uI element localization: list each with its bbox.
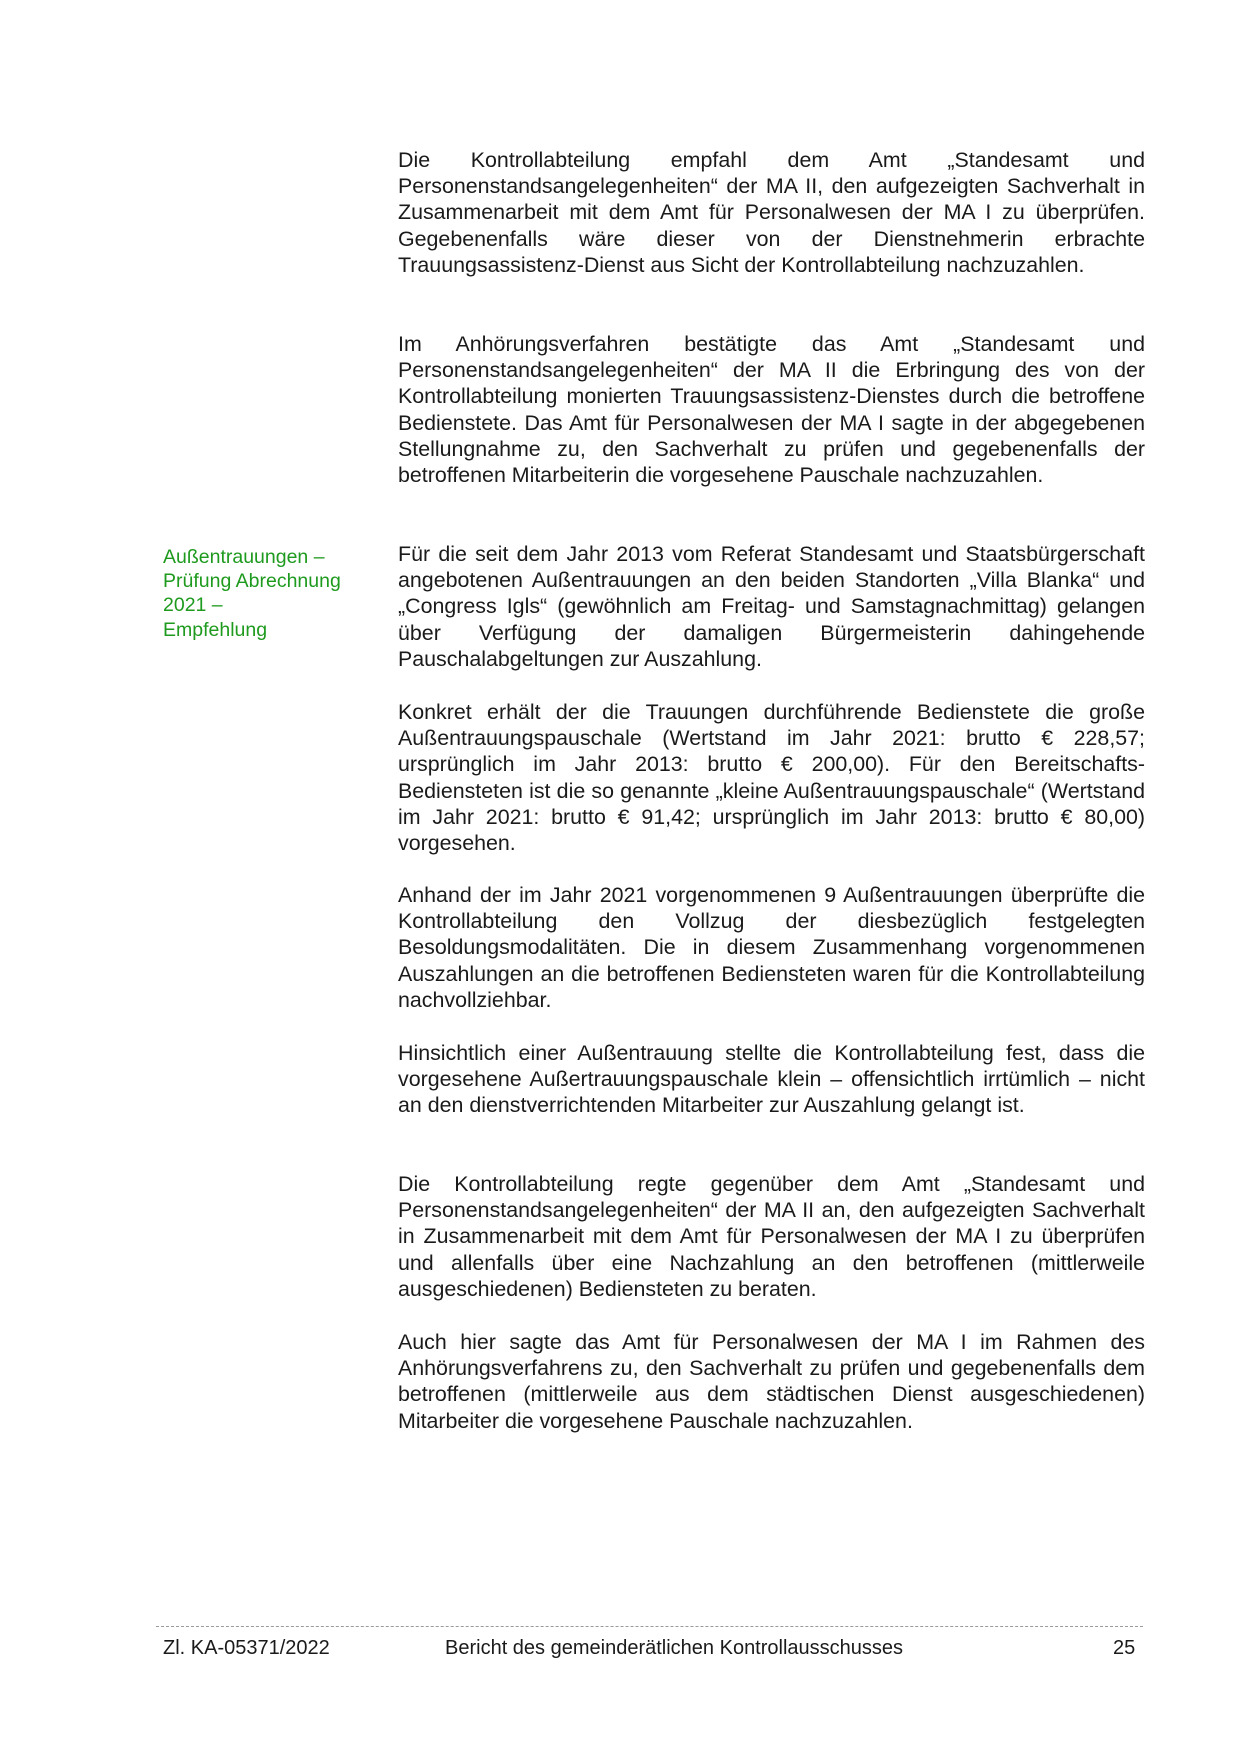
- margin-note: [163, 545, 363, 642]
- margin-note-line: Prüfung Abrechnung: [163, 570, 341, 593]
- margin-note-line: Außentrauungen –: [163, 546, 325, 568]
- page-number: 25: [1113, 1637, 1136, 1659]
- footer-title: Bericht des gemeinderätlichen Kontrollausschusses: [445, 1637, 904, 1659]
- paragraph-hearing-commitment: Auch hier sagte das Amt für Personalwesen der MA I im Rahmen des Anhörungsverfahrens zu, den Sachverhalt zu prüfen und gegebenenfalls dem betroffenen (mittlerweile aus dem städtischen Dienst ausgeschiedenen) Mitarbeiter die vorgesehene Pauschale nachzuzahlen.: [398, 1330, 1145, 1433]
- footer-divider: [156, 1626, 1143, 1627]
- paragraph-suggestion: Die Kontrollabteilung regte gegenüber dem Amt „Standesamt und Personenstandsangelegenheiten“ der MA II an, den aufgezeigten Sachverhalt in Zusammenarbeit mit dem Amt für Personalwesen der MA I zu überprüfen und allenfalls über eine Nachzahlung an den betroffenen (mittlerweile ausgeschiedenen) Bediensteten zu beraten.: [398, 1172, 1145, 1301]
- paragraph-outdoor-weddings: Für die seit dem Jahr 2013 vom Referat Standesamt und Staatsbürgerschaft angebotenen Außentrauungen an den beiden Standorten „Villa Blanka“ und „Congress Igls“ (gewöhnlich am Freitag- und Samstagnachmittag) gelangen über Verfügung der damaligen Bürgermeisterin dahingehende Pauschalabgeltungen zur Auszahlung.: [398, 542, 1145, 671]
- paragraph-recommendation: Die Kontrollabteilung empfahl dem Amt „Standesamt und Personenstandsangelegenheiten“ der MA II, den aufgezeigten Sachverhalt in Zusammenarbeit mit dem Amt für Personalwesen der MA I zu überprüfen. Gegebenenfalls wäre dieser von der Dienstnehmerin erbrachte Trauungsassistenz-Dienst aus Sicht der Kontrollabteilung nachzuzahlen.: [398, 148, 1145, 277]
- paragraph-finding: Hinsichtlich einer Außentrauung stellte die Kontrollabteilung fest, dass die vorgesehene Außertrauungspauschale klein – offensichtlich irrtümlich – nicht an den dienstverrichtenden Mitarbeiter zur Auszahlung gelangt ist.: [398, 1041, 1145, 1118]
- paragraph-review: Anhand der im Jahr 2021 vorgenommenen 9 Außentrauungen überprüfte die Kontrollabteilung den Vollzug der diesbezüglich festgelegten Besoldungsmodalitäten. Die in diesem Zusammenhang vorgenommenen Auszahlungen an die betroffenen Bediensteten waren für die Kontrollabteilung nachvollziehbar.: [398, 883, 1145, 1012]
- footer-reference: Zl. KA-05371/2022: [163, 1637, 330, 1659]
- margin-note-line: 2021 –: [163, 594, 223, 617]
- margin-note-line: Empfehlung: [163, 618, 268, 641]
- paragraph-hearing-response: Im Anhörungsverfahren bestätigte das Amt „Standesamt und Personenstandsangelegenheiten“ der MA II die Erbringung des von der Kontrollabteilung monierten Trauungsassistenz-Dienstes durch die betroffene Bedienstete. Das Amt für Personalwesen der MA I sagte in der abgegebenen Stellungnahme zu, den Sachverhalt zu prüfen und gegebenenfalls der betroffenen Mitarbeiterin die vorgesehene Pauschale nachzuzahlen.: [398, 332, 1145, 488]
- paragraph-lump-sums: Konkret erhält der die Trauungen durchführende Bedienstete die große Außentrauungspauschale (Wertstand im Jahr 2021: brutto € 228,57; ursprünglich im Jahr 2013: brutto € 200,00). Für den Bereitschafts-Bediensteten ist die so genannte „kleine Außentrauungspauschale“ (Wertstand im Jahr 2021: brutto € 91,42; ursprünglich im Jahr 2013: brutto € 80,00) vorgesehen.: [398, 700, 1145, 856]
